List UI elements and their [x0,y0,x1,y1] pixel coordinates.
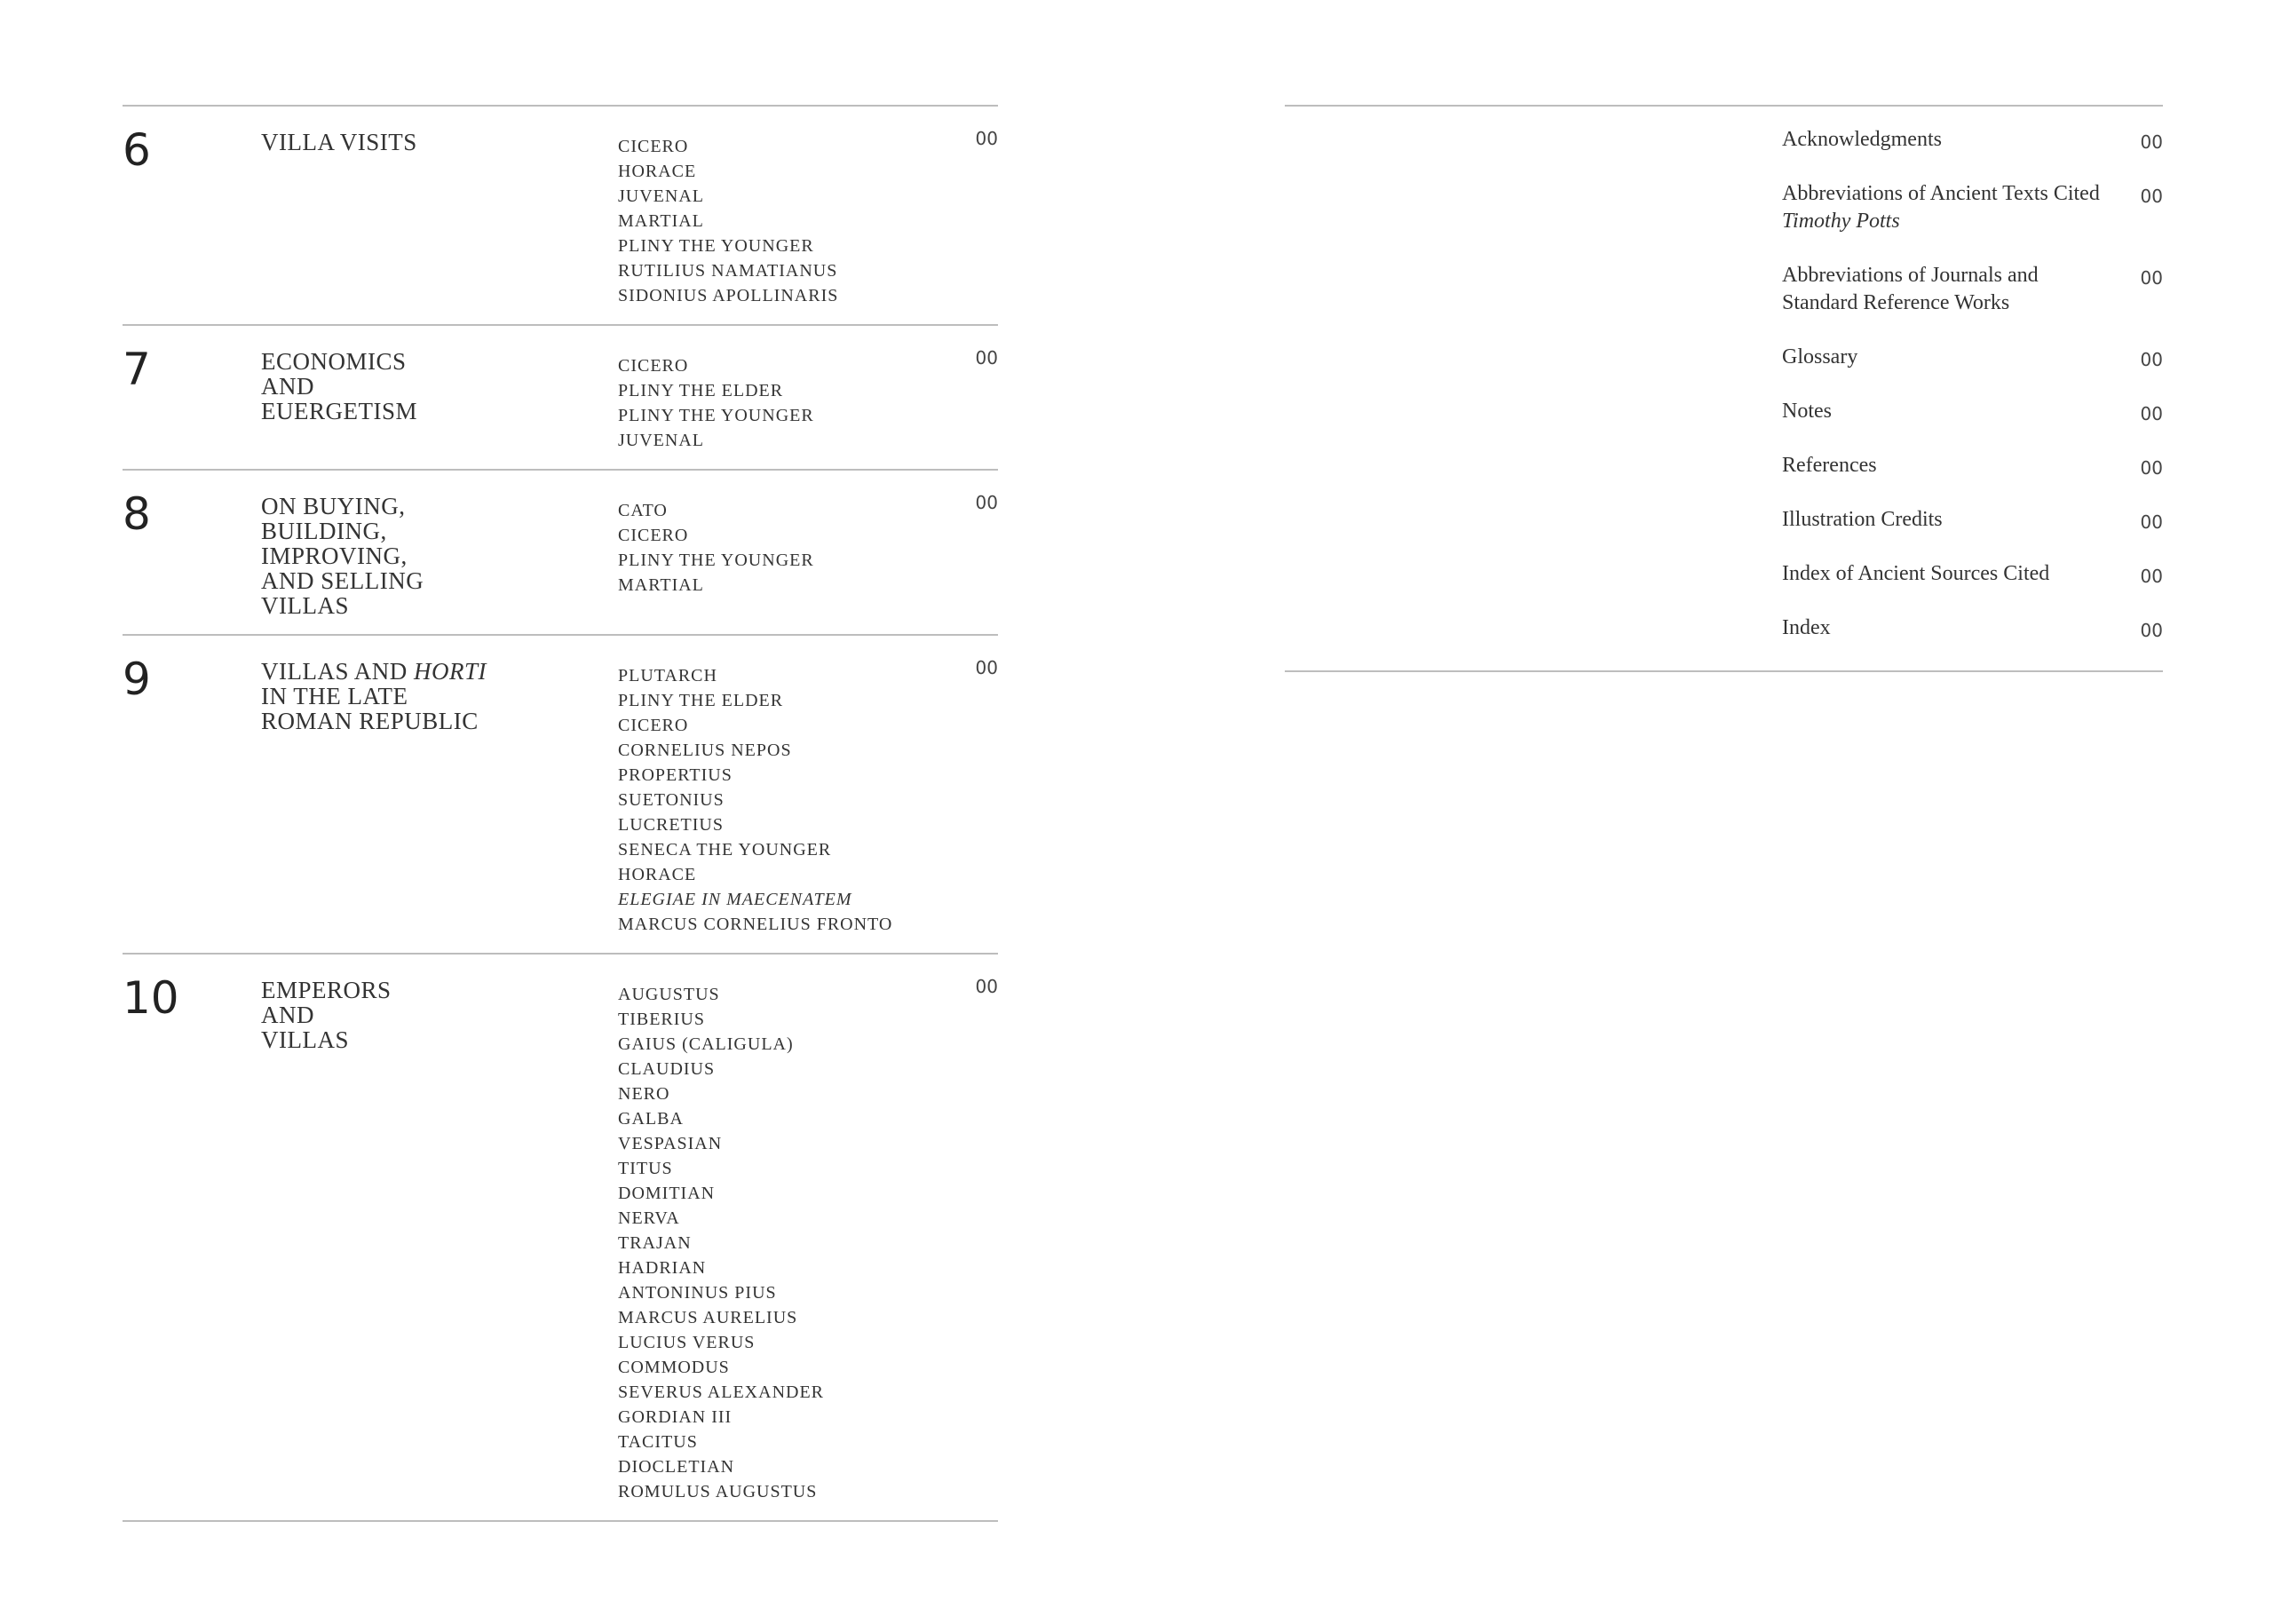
author-name: PLINY THE YOUNGER [618,551,814,570]
author-name: PROPERTIUS [618,765,733,785]
author-name: RUTILIUS NAMATIANUS [618,261,838,281]
back-matter-title: Glossary [1782,345,1858,368]
back-matter-acknowledgments [1782,126,2163,154]
back-matter-illustration-credits [1782,506,2163,534]
author-name: PLINY THE ELDER [618,691,784,710]
back-matter-index [1782,614,2163,642]
back-matter-page-number: 00 [2140,186,2163,207]
author-name: JUVENAL [618,431,704,450]
back-matter-title-line: Standard Reference Works [1782,291,2010,314]
chapter-page-number: 00 [975,492,998,513]
chapter-title [261,654,618,937]
chapter-title-line: VILLA VISITS [261,129,417,155]
chapter-title-line: BUILDING, [261,518,387,544]
back-matter-glossary [1782,344,2163,371]
author-name: PLUTARCH [618,666,717,685]
chapter-entry [123,636,998,955]
chapter-title [261,488,618,618]
back-matter-title: Index of Ancient Sources Cited [1782,562,2050,585]
author-name: CORNELIUS NEPOS [618,741,792,760]
author-name: HORACE [618,162,697,181]
chapter-title [261,344,618,453]
author-name: CICERO [618,716,689,735]
author-name: NERO [618,1084,670,1104]
author-name: LUCRETIUS [618,815,724,835]
back-matter-index-sources [1782,560,2163,588]
contents-left-page [123,105,998,1522]
author-name: SENECA THE YOUNGER [618,840,832,860]
chapter-title-line: EUERGETISM [261,398,417,424]
author-name: HORACE [618,865,697,884]
author-name: COMMODUS [618,1358,730,1377]
chapter-title-line: ECONOMICS [261,348,407,375]
chapter-title-line: AND [261,373,314,400]
chapter-page-number: 00 [975,657,998,678]
author-list [618,124,998,308]
author-name: JUVENAL [618,186,704,206]
chapter-title [261,972,618,1504]
author-name: TACITUS [618,1432,698,1452]
back-matter-page-number: 00 [2140,620,2163,641]
chapter-title-prefix: VILLAS AND [261,658,414,685]
back-matter-author: Timothy Potts [1782,210,1900,233]
chapter-title-line: VILLAS [261,592,349,619]
back-matter-page-number: 00 [2140,457,2163,479]
chapter-number: 10 [123,972,179,1024]
back-matter-title-line: Abbreviations of Journals and [1782,264,2039,287]
chapter-entry [123,471,998,636]
author-name: ANTONINUS PIUS [618,1283,777,1303]
author-name: TIBERIUS [618,1010,705,1029]
chapter-number: 6 [123,124,151,176]
author-list [618,654,998,937]
author-name: MARTIAL [618,211,704,231]
chapter-title-line: AND [261,1002,314,1028]
author-name: PLINY THE YOUNGER [618,406,814,425]
back-matter-abbreviations-journals [1782,262,2163,317]
author-list [618,488,998,618]
author-name: CICERO [618,526,689,545]
author-name: NERVA [618,1208,680,1228]
author-name: CICERO [618,137,689,156]
back-matter-page-number: 00 [2140,511,2163,533]
author-name: SUETONIUS [618,790,725,810]
chapter-entry [123,326,998,471]
back-matter-page-number: 00 [2140,566,2163,587]
back-matter-references [1782,452,2163,479]
chapter-title-line [261,659,618,684]
back-matter-page-number: 00 [2140,131,2163,153]
author-name: DIOCLETIAN [618,1457,735,1477]
author-name: SIDONIUS APOLLINARIS [618,286,839,305]
author-name: CLAUDIUS [618,1059,716,1079]
back-matter-title: Acknowledgments [1782,128,1942,151]
back-matter-page-number: 00 [2140,349,2163,370]
author-list [618,344,998,453]
chapter-number: 7 [123,344,151,395]
chapter-entry [123,955,998,1522]
author-name: LUCIUS VERUS [618,1333,756,1352]
chapter-title-line: AND SELLING [261,567,424,594]
chapter-page-number: 00 [975,347,998,368]
chapter-number: 9 [123,654,151,705]
author-list [618,972,998,1504]
author-name: SEVERUS ALEXANDER [618,1382,825,1402]
chapter-entry [123,107,998,326]
author-name: PLINY THE ELDER [618,381,784,400]
contents-right-page [1285,105,2163,672]
chapter-title-line: VILLAS [261,1026,349,1053]
author-name: MARCUS CORNELIUS FRONTO [618,915,893,934]
back-matter-title: References [1782,454,1877,477]
chapter-title-line: IN THE LATE [261,683,408,709]
chapter-title-italic: HORTI [414,658,487,685]
chapter-title-line: IMPROVING, [261,543,408,569]
author-name: GORDIAN III [618,1407,733,1427]
back-matter-title: Abbreviations of Ancient Texts Cited [1782,182,2100,205]
back-matter-title: Illustration Credits [1782,508,1943,531]
author-name: GAIUS (CALIGULA) [618,1034,794,1054]
back-matter-title: Index [1782,616,1831,639]
work-title: ELEGIAE IN MAECENATEM [618,890,852,909]
chapter-number: 8 [123,488,151,540]
author-name: HADRIAN [618,1258,707,1278]
author-name: VESPASIAN [618,1134,723,1153]
chapter-title-line: ROMAN REPUBLIC [261,708,479,734]
author-name: DOMITIAN [618,1184,716,1203]
author-name: TITUS [618,1159,673,1178]
chapter-title-line: EMPERORS [261,977,392,1003]
author-name: MARTIAL [618,575,704,595]
back-matter-notes [1782,398,2163,425]
chapter-title-line: ON BUYING, [261,493,406,519]
author-name: AUGUSTUS [618,985,720,1004]
chapter-title [261,124,618,308]
back-matter-title: Notes [1782,400,1832,423]
author-name: CICERO [618,356,689,376]
chapter-page-number: 00 [975,976,998,997]
author-name: ROMULUS AUGUSTUS [618,1482,818,1501]
author-name: GALBA [618,1109,684,1129]
author-name: CATO [618,501,668,520]
author-name: PLINY THE YOUNGER [618,236,814,256]
back-matter-abbreviations-texts [1782,180,2163,235]
chapter-page-number: 00 [975,128,998,149]
author-name: MARCUS AURELIUS [618,1308,798,1327]
back-matter-page-number: 00 [2140,267,2163,289]
author-name: TRAJAN [618,1233,692,1253]
back-matter-page-number: 00 [2140,403,2163,424]
